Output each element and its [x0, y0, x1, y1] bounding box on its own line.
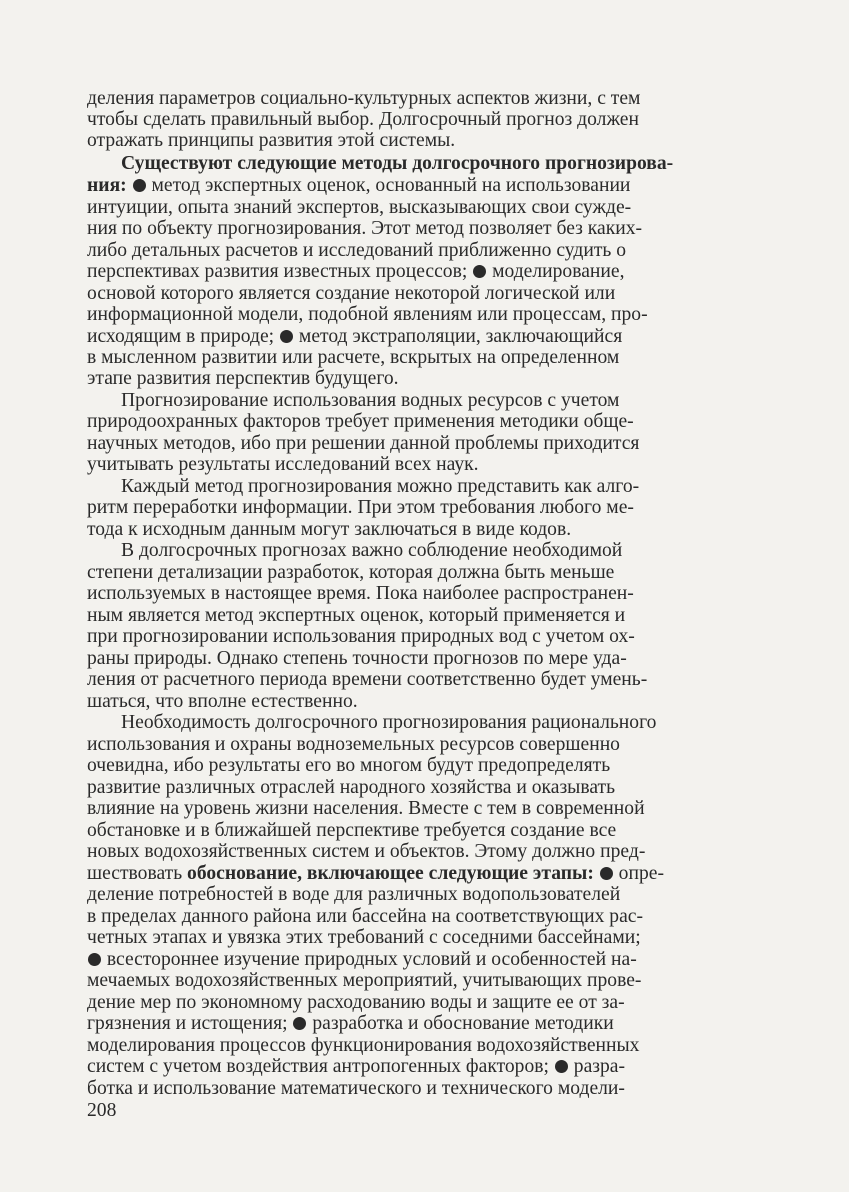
- text-line: ления от расчетного периода времени соответственно будет умень-: [87, 669, 648, 690]
- text-line: учитывать результаты исследований всех наук.: [87, 454, 479, 475]
- text-line: влияние на уровень жизни населения. Вместе с тем в современной: [87, 798, 645, 819]
- text-line: ботка и использование математического и технического модели-: [87, 1078, 625, 1099]
- text-line: ритм переработки информации. При этом требования любого ме-: [87, 497, 634, 518]
- bullet-icon: [473, 265, 486, 278]
- text-line: мечаемых водохозяйственных мероприятий, учитывающих прове-: [87, 970, 642, 991]
- text-line: систем с учетом воздействия антропогенных факторов; разра-: [87, 1056, 626, 1077]
- text-line: четных этапах и увязка этих требований с соседними бассейнами;: [87, 927, 641, 948]
- text-line: шаться, что вполне естественно.: [87, 691, 358, 712]
- text-line: тода к исходным данным могут заключаться в виде кодов.: [87, 519, 572, 540]
- text-line: моделирования процессов функционирования водохозяйственных: [87, 1035, 640, 1056]
- text-line: исходящим в природе; метод экстраполяции, заключающийся: [87, 326, 623, 347]
- text-line: либо детальных расчетов и исследований приближенно судить о: [87, 240, 627, 261]
- text-line: раны природы. Однако степень точности прогнозов по мере уда-: [87, 648, 627, 669]
- text-line: всестороннее изучение природных условий и особенностей на-: [87, 948, 763, 972]
- text-line: Необходимость долгосрочного прогнозирования рационального: [121, 712, 657, 733]
- text-line: используемых в настоящее время. Пока наиболее распространен-: [87, 583, 634, 604]
- text-line: информационной модели, подобной явлениям или процессам, про-: [87, 304, 648, 325]
- page-number: 208: [87, 1100, 117, 1121]
- bullet-icon: [555, 1060, 568, 1073]
- text-line: чтобы сделать правильный выбор. Долгосрочный прогноз должен: [87, 109, 639, 130]
- text-line: грязнения и истощения; разработка и обоснование методики: [87, 1013, 614, 1034]
- text-line: в мысленном развитии или расчете, вскрытых на определенном: [87, 347, 620, 368]
- text-line: развитие различных отраслей народного хозяйства и оказывать: [87, 777, 616, 798]
- text-line: новых водохозяйственных систем и объектов. Этому должно пред-: [87, 841, 646, 862]
- text-line: ния по объекту прогнозирования. Этот метод позволяет без каких-: [87, 218, 643, 239]
- text-line: деление потребностей в воде для различных водопользователей: [87, 884, 621, 905]
- text-line: в пределах данного района или бассейна на соответствующих рас-: [87, 906, 644, 927]
- text-line: природоохранных факторов требует применения методики обще-: [87, 411, 634, 432]
- text-line: этапе развития перспектив будущего.: [87, 368, 399, 389]
- text-line: основой которого является создание некоторой логической или: [87, 283, 616, 304]
- bullet-icon: [88, 953, 101, 966]
- text-line: деления параметров социально-культурных аспектов жизни, с тем: [87, 88, 641, 109]
- text-line: отражать принципы развития этой системы.: [87, 130, 456, 151]
- text-line: использования и охраны водноземельных ресурсов совершенно: [87, 734, 620, 755]
- bullet-icon: [133, 179, 146, 192]
- text-line: интуиции, опыта знаний экспертов, высказывающих свои сужде-: [87, 197, 632, 218]
- text-line: Каждый метод прогнозирования можно представить как алго-: [121, 476, 640, 497]
- text-line: В долгосрочных прогнозах важно соблюдение необходимой: [121, 540, 623, 561]
- text-line: перспективах развития известных процессов; моделирование,: [87, 261, 625, 282]
- text-line: дение мер по экономному расходованию воды и защите ее от за-: [87, 992, 625, 1013]
- text-line: Существуют следующие методы долгосрочного прогнозирова-: [121, 153, 674, 174]
- bullet-icon: [293, 1017, 306, 1030]
- text-line: ным является метод экспертных оценок, который применяется и: [87, 605, 626, 626]
- bullet-icon: [280, 330, 293, 343]
- text-line: ния: метод экспертных оценок, основанный на использовании: [87, 175, 631, 196]
- text-line: научных методов, ибо при решении данной проблемы приходится: [87, 433, 640, 454]
- text-line: шествовать обоснование, включающее следующие этапы: опре-: [87, 863, 664, 884]
- text-line: обстановке и в ближайшей перспективе требуется создание все: [87, 820, 617, 841]
- text-line: Прогнозирование использования водных ресурсов с учетом: [121, 390, 620, 411]
- text-line: очевидна, ибо результаты его во многом будут предопределять: [87, 755, 611, 776]
- bullet-icon: [600, 867, 613, 880]
- text-line: степени детализации разработок, которая должна быть меньше: [87, 562, 615, 583]
- text-line: при прогнозировании использования природных вод с учетом ох-: [87, 626, 635, 647]
